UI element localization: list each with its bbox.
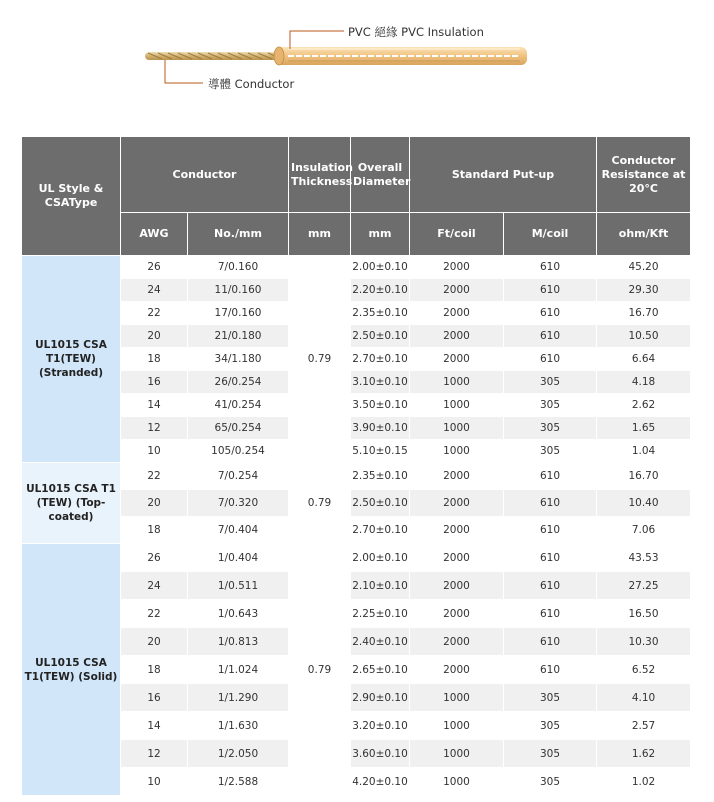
table-row <box>22 684 690 711</box>
table-row <box>22 628 690 655</box>
ft-coil-cell: 2000 <box>410 325 503 347</box>
m-coil-cell: 305 <box>504 740 596 767</box>
ft-coil-cell: 1000 <box>410 768 503 795</box>
strand-cell: 1/0.404 <box>188 544 288 571</box>
awg-cell: 12 <box>121 740 187 767</box>
strand-cell: 7/0.404 <box>188 517 288 543</box>
overall-diameter-cell: 2.10±0.10 <box>351 572 409 599</box>
m-coil-cell: 610 <box>504 544 596 571</box>
awg-cell: 16 <box>121 684 187 711</box>
ft-coil-cell: 1000 <box>410 712 503 739</box>
m-coil-cell: 610 <box>504 348 596 370</box>
awg-cell: 16 <box>121 371 187 393</box>
ft-coil-cell: 2000 <box>410 348 503 370</box>
overall-diameter-cell: 3.90±0.10 <box>351 417 409 439</box>
table-row <box>22 302 690 324</box>
resistance-cell: 10.40 <box>597 490 690 516</box>
table-row <box>22 325 690 347</box>
strand-cell: 34/1.180 <box>188 348 288 370</box>
awg-cell: 22 <box>121 302 187 324</box>
resistance-cell: 29.30 <box>597 279 690 301</box>
subheader-awg: AWG <box>121 213 187 255</box>
awg-cell: 26 <box>121 544 187 571</box>
table-row <box>22 394 690 416</box>
resistance-cell: 10.30 <box>597 628 690 655</box>
subheader-insulation-mm: mm <box>289 213 350 255</box>
insulation-thickness-cell: 0.79 <box>289 544 350 795</box>
ft-coil-cell: 2000 <box>410 628 503 655</box>
table-row <box>22 572 690 599</box>
conductor-label: 導體 Conductor <box>208 77 295 91</box>
m-coil-cell: 610 <box>504 600 596 627</box>
header-ul-style: UL Style & CSAType <box>22 137 120 255</box>
overall-diameter-cell: 2.35±0.10 <box>351 463 409 489</box>
strand-cell: 1/1.630 <box>188 712 288 739</box>
strand-cell: 7/0.160 <box>188 256 288 278</box>
resistance-cell: 16.50 <box>597 600 690 627</box>
spec-table <box>21 136 691 796</box>
m-coil-cell: 305 <box>504 768 596 795</box>
overall-diameter-cell: 4.20±0.10 <box>351 768 409 795</box>
table-row <box>22 371 690 393</box>
ft-coil-cell: 2000 <box>410 517 503 543</box>
awg-cell: 20 <box>121 490 187 516</box>
ft-coil-cell: 2000 <box>410 279 503 301</box>
header-overall-diameter: Overall Diameter <box>351 137 409 212</box>
ft-coil-cell: 2000 <box>410 572 503 599</box>
strand-cell: 1/1.024 <box>188 656 288 683</box>
subheader-ft-coil: Ft/coil <box>410 213 503 255</box>
resistance-cell: 6.64 <box>597 348 690 370</box>
ft-coil-cell: 1000 <box>410 440 503 462</box>
awg-cell: 18 <box>121 348 187 370</box>
ft-coil-cell: 1000 <box>410 684 503 711</box>
overall-diameter-cell: 2.25±0.10 <box>351 600 409 627</box>
m-coil-cell: 610 <box>504 279 596 301</box>
strand-cell: 7/0.320 <box>188 490 288 516</box>
overall-diameter-cell: 2.40±0.10 <box>351 628 409 655</box>
strand-cell: 65/0.254 <box>188 417 288 439</box>
ft-coil-cell: 2000 <box>410 544 503 571</box>
strand-cell: 1/0.511 <box>188 572 288 599</box>
strand-cell: 105/0.254 <box>188 440 288 462</box>
awg-cell: 10 <box>121 440 187 462</box>
table-row <box>22 417 690 439</box>
m-coil-cell: 305 <box>504 712 596 739</box>
table-row <box>22 463 690 489</box>
ft-coil-cell: 2000 <box>410 302 503 324</box>
table-row <box>22 600 690 627</box>
resistance-cell: 4.10 <box>597 684 690 711</box>
overall-diameter-cell: 3.10±0.10 <box>351 371 409 393</box>
m-coil-cell: 610 <box>504 517 596 543</box>
subheader-no-mm: No./mm <box>188 213 288 255</box>
strand-cell: 11/0.160 <box>188 279 288 301</box>
table-row <box>22 740 690 767</box>
resistance-cell: 6.52 <box>597 656 690 683</box>
m-coil-cell: 305 <box>504 684 596 711</box>
m-coil-cell: 610 <box>504 628 596 655</box>
resistance-cell: 10.50 <box>597 325 690 347</box>
resistance-cell: 1.04 <box>597 440 690 462</box>
overall-diameter-cell: 2.00±0.10 <box>351 256 409 278</box>
awg-cell: 20 <box>121 325 187 347</box>
wire-diagram <box>0 0 714 120</box>
table-row <box>22 656 690 683</box>
m-coil-cell: 610 <box>504 572 596 599</box>
resistance-cell: 1.65 <box>597 417 690 439</box>
table-row <box>22 712 690 739</box>
ft-coil-cell: 2000 <box>410 600 503 627</box>
m-coil-cell: 610 <box>504 490 596 516</box>
overall-diameter-cell: 2.00±0.10 <box>351 544 409 571</box>
m-coil-cell: 305 <box>504 417 596 439</box>
awg-cell: 10 <box>121 768 187 795</box>
resistance-cell: 4.18 <box>597 371 690 393</box>
ft-coil-cell: 2000 <box>410 463 503 489</box>
table-row <box>22 279 690 301</box>
overall-diameter-cell: 2.65±0.10 <box>351 656 409 683</box>
header-insulation-thickness: Insulation Thickness <box>289 137 350 212</box>
table-row <box>22 440 690 462</box>
ul-style-cell: UL1015 CSA T1(TEW) (Solid) <box>22 544 120 795</box>
m-coil-cell: 305 <box>504 394 596 416</box>
table-row <box>22 768 690 795</box>
m-coil-cell: 305 <box>504 371 596 393</box>
subheader-ohm-kft: ohm/Kft <box>597 213 690 255</box>
ft-coil-cell: 1000 <box>410 740 503 767</box>
awg-cell: 24 <box>121 279 187 301</box>
overall-diameter-cell: 2.50±0.10 <box>351 325 409 347</box>
m-coil-cell: 610 <box>504 256 596 278</box>
overall-diameter-cell: 2.70±0.10 <box>351 517 409 543</box>
insulation-label: PVC 絕緣 PVC Insulation <box>348 25 484 39</box>
awg-cell: 18 <box>121 656 187 683</box>
insulation-thickness-cell: 0.79 <box>289 256 350 462</box>
strand-cell: 26/0.254 <box>188 371 288 393</box>
resistance-cell: 2.57 <box>597 712 690 739</box>
overall-diameter-cell: 3.50±0.10 <box>351 394 409 416</box>
ft-coil-cell: 2000 <box>410 256 503 278</box>
wire-illustration <box>0 0 714 120</box>
awg-cell: 20 <box>121 628 187 655</box>
ft-coil-cell: 2000 <box>410 490 503 516</box>
overall-diameter-cell: 5.10±0.15 <box>351 440 409 462</box>
overall-diameter-cell: 2.20±0.10 <box>351 279 409 301</box>
strand-cell: 41/0.254 <box>188 394 288 416</box>
overall-diameter-cell: 2.50±0.10 <box>351 490 409 516</box>
ft-coil-cell: 1000 <box>410 417 503 439</box>
resistance-cell: 43.53 <box>597 544 690 571</box>
overall-diameter-cell: 2.70±0.10 <box>351 348 409 370</box>
ul-style-cell: UL1015 CSA T1(TEW) (Stranded) <box>22 256 120 462</box>
strand-cell: 1/2.050 <box>188 740 288 767</box>
awg-cell: 12 <box>121 417 187 439</box>
awg-cell: 22 <box>121 463 187 489</box>
table-row <box>22 348 690 370</box>
conductor-strand <box>145 52 280 60</box>
ul-style-cell: UL1015 CSA T1 (TEW) (Top-coated) <box>22 463 120 543</box>
strand-cell: 1/0.813 <box>188 628 288 655</box>
strand-cell: 1/1.290 <box>188 684 288 711</box>
strand-cell: 21/0.180 <box>188 325 288 347</box>
strand-cell: 7/0.254 <box>188 463 288 489</box>
awg-cell: 18 <box>121 517 187 543</box>
resistance-cell: 45.20 <box>597 256 690 278</box>
resistance-cell: 16.70 <box>597 463 690 489</box>
strand-cell: 1/2.588 <box>188 768 288 795</box>
m-coil-cell: 610 <box>504 463 596 489</box>
awg-cell: 14 <box>121 712 187 739</box>
overall-diameter-cell: 3.20±0.10 <box>351 712 409 739</box>
insulation-jacket <box>274 47 527 65</box>
table-row <box>22 544 690 571</box>
awg-cell: 14 <box>121 394 187 416</box>
table-row <box>22 490 690 516</box>
resistance-cell: 1.02 <box>597 768 690 795</box>
ft-coil-cell: 1000 <box>410 394 503 416</box>
strand-cell: 1/0.643 <box>188 600 288 627</box>
insulation-thickness-cell: 0.79 <box>289 463 350 543</box>
overall-diameter-cell: 2.35±0.10 <box>351 302 409 324</box>
m-coil-cell: 610 <box>504 302 596 324</box>
resistance-cell: 2.62 <box>597 394 690 416</box>
overall-diameter-cell: 2.90±0.10 <box>351 684 409 711</box>
ft-coil-cell: 2000 <box>410 656 503 683</box>
table-row <box>22 517 690 543</box>
resistance-cell: 1.62 <box>597 740 690 767</box>
ft-coil-cell: 1000 <box>410 371 503 393</box>
resistance-cell: 27.25 <box>597 572 690 599</box>
table-row <box>22 256 690 278</box>
subheader-m-coil: M/coil <box>504 213 596 255</box>
strand-cell: 17/0.160 <box>188 302 288 324</box>
m-coil-cell: 610 <box>504 656 596 683</box>
awg-cell: 22 <box>121 600 187 627</box>
resistance-cell: 16.70 <box>597 302 690 324</box>
awg-cell: 26 <box>121 256 187 278</box>
header-conductor-resistance: Conductor Resistance at 20°C <box>597 137 690 212</box>
header-conductor: Conductor <box>121 137 288 212</box>
header-standard-putup: Standard Put-up <box>410 137 596 212</box>
overall-diameter-cell: 3.60±0.10 <box>351 740 409 767</box>
spec-table-body <box>22 256 690 795</box>
subheader-diameter-mm: mm <box>351 213 409 255</box>
resistance-cell: 7.06 <box>597 517 690 543</box>
awg-cell: 24 <box>121 572 187 599</box>
m-coil-cell: 610 <box>504 325 596 347</box>
m-coil-cell: 305 <box>504 440 596 462</box>
